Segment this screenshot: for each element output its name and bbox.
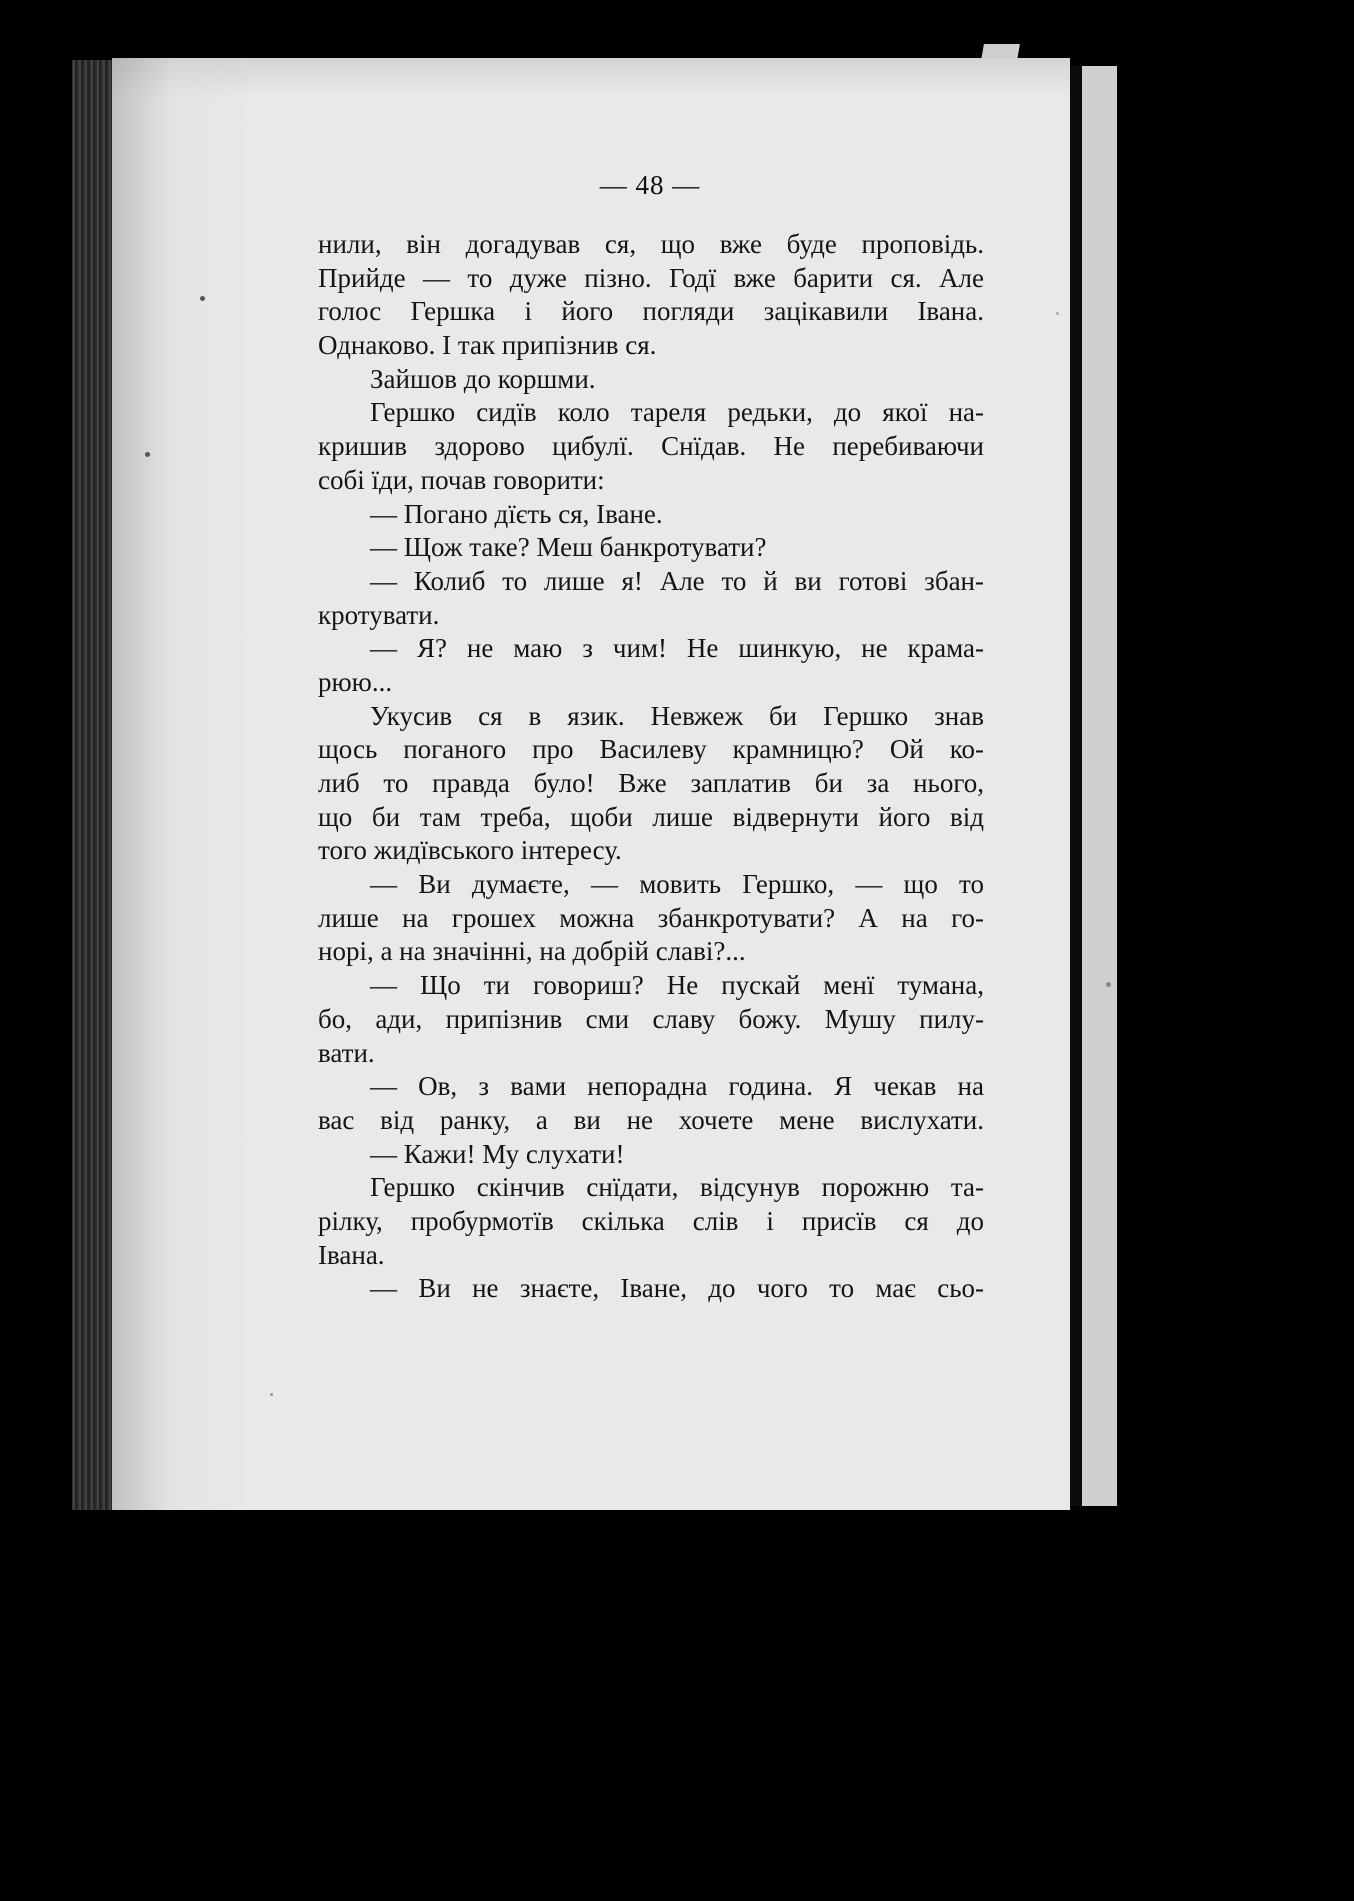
text-line: кротувати.	[318, 599, 440, 630]
text-line: вас від ранку, а ви не хочете мене вислухати.	[318, 1104, 984, 1135]
text-line: бо, ади, припізнив сми славу божу. Мушу пилу-	[318, 1003, 984, 1034]
body-text	[318, 228, 984, 1306]
right-shadow-bar	[1070, 66, 1082, 1506]
text-line: кришив здорово цибулї. Снїдав. Не перебиваючи	[318, 431, 984, 462]
text-line: що би там треба, щоби лише відвернути його від	[318, 801, 984, 832]
text-line: — Ов, з вами непорадна година. Я чекав на	[370, 1071, 984, 1102]
text-line: либ то правда було! Вже заплатив би за нього,	[318, 768, 984, 798]
text-line: Івана.	[318, 1239, 385, 1270]
speck	[145, 452, 150, 457]
text-line: Укусив ся в язик. Невжеж би Гершко знав	[370, 700, 984, 731]
text-line: — Колиб то лише я! Але то й ви готові збан-	[370, 565, 984, 596]
text-line: Однаково. І так припізнив ся.	[318, 330, 657, 361]
text-line: голос Гершка і його погляди зацікавили Івана.	[318, 296, 984, 327]
text-line: Гершко скінчив снїдати, відсунув порожню та-	[370, 1172, 984, 1203]
text-line: рілку, пробурмотїв скілька слів і присїв ся до	[318, 1205, 984, 1236]
speck	[1056, 312, 1059, 315]
text-line: — Погано дїєть ся, Іване.	[370, 498, 663, 529]
text-line: того жидївського інтересу.	[318, 835, 622, 866]
text-line: Прийде — то дуже пізно. Годї вже барити ся. Але	[318, 262, 984, 293]
text-line: лише на грошех можна збанкротувати? А на го-	[318, 902, 984, 933]
right-margin-strip	[1082, 66, 1117, 1506]
text-line: Зайшов до коршми.	[370, 363, 596, 394]
speck	[1106, 982, 1111, 987]
page-number: — 48 —	[599, 170, 701, 200]
speck	[270, 1393, 273, 1396]
text-line: — Я? не маю з чим! Не шинкую, не крама-	[370, 633, 984, 664]
text-line: — Ви не знаєте, Іване, до чого то має сьо-	[370, 1273, 984, 1304]
text-line: нили, він догадував ся, що вже буде проповідь.	[318, 229, 984, 259]
text-line: норі, а на значінні, на добрій славі?...	[318, 936, 746, 967]
text-line: рюю...	[318, 666, 393, 697]
speck	[200, 296, 205, 301]
text-line: — Кажи! Му слухати!	[370, 1138, 625, 1169]
text-line: вати.	[318, 1037, 375, 1068]
text-line: — Що ти говориш? Не пускай менї тумана,	[370, 970, 984, 1001]
text-line: — Ви думаєте, — мовить Гершко, — що то	[370, 869, 984, 900]
text-line: щось поганого про Василеву крамницю? Ой ко-	[318, 734, 984, 765]
text-line: — Щож таке? Меш банкротувати?	[370, 532, 767, 563]
text-line: собі їди, почав говорити:	[318, 464, 605, 495]
text-line: Гершко сидїв коло тареля редьки, до якої на-	[370, 397, 984, 428]
